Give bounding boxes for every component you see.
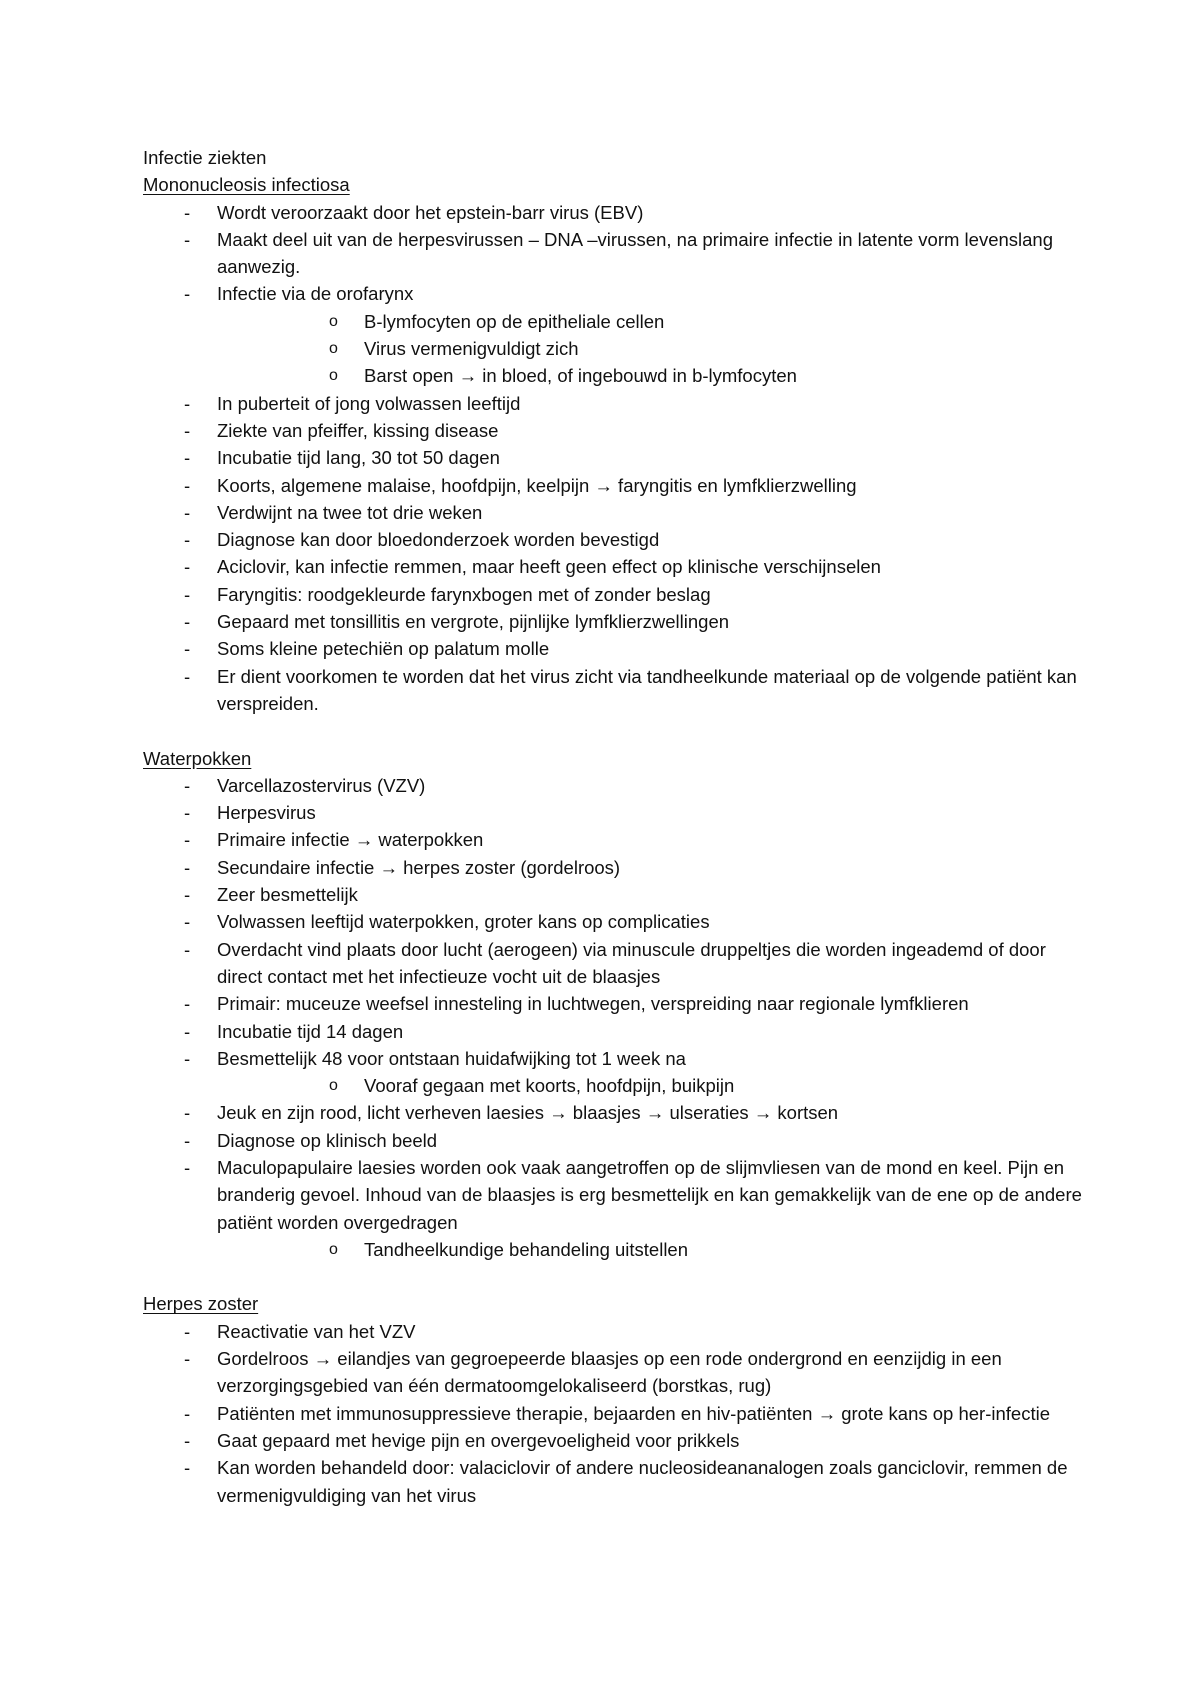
list-item	[143, 772, 1083, 799]
list-item	[143, 1045, 1083, 1100]
list-item	[143, 1400, 1083, 1427]
list-item-text: Zeer besmettelijk	[217, 884, 358, 906]
list-item-text: Gordelroos → eilandjes van gegroepeerde blaasjes op een rode ondergrond en eenzijdig in een verzorgingsgebied van één dermatoomgelokaliseerd (borstkas, rug)	[217, 1348, 1002, 1397]
list-item-text: Er dient voorkomen te worden dat het virus zicht via tandheelkunde materiaal op de volgende patiënt kan verspreiden.	[217, 665, 1077, 714]
list-item-text: Gaat gepaard met hevige pijn en overgevoeligheid voor prikkels	[217, 1429, 740, 1451]
list-item-text: Besmettelijk 48 voor ontstaan huidafwijking tot 1 week na	[217, 1047, 686, 1069]
sub-list-item	[217, 1072, 1083, 1099]
list-item	[143, 1154, 1083, 1263]
list-item-text: Herpesvirus	[217, 802, 316, 824]
sub-list-item-text: Barst open → in bloed, of ingebouwd in b-lymfocyten	[364, 365, 797, 387]
document-title: Infectie ziekten	[143, 147, 267, 168]
bullet-list	[143, 199, 1083, 718]
list-item-text: Infectie via de orofarynx	[217, 283, 414, 305]
sub-bullet-list	[217, 1236, 1083, 1263]
list-item-text: Patiënten met immunosuppressieve therapie, bejaarden en hiv-patiënten → grote kans op her-infectie	[217, 1402, 1050, 1424]
section	[143, 1290, 1083, 1508]
list-item	[143, 608, 1083, 635]
section-heading: Mononucleosis infectiosa	[143, 174, 350, 196]
list-item-text: Incubatie tijd 14 dagen	[217, 1020, 404, 1042]
list-item	[143, 499, 1083, 526]
list-item	[143, 1127, 1083, 1154]
sub-list-item-text: Tandheelkundige behandeling uitstellen	[364, 1238, 689, 1260]
list-item-text: Maakt deel uit van de herpesvirussen – DNA –virussen, na primaire infectie in latente vorm levenslang aanwezig.	[217, 228, 1054, 278]
list-item	[143, 1454, 1083, 1509]
list-item	[143, 1318, 1083, 1345]
list-item	[143, 635, 1083, 662]
bullet-list	[143, 772, 1083, 1263]
list-item-text: Faryngitis: roodgekleurde farynxbogen met of zonder beslag	[217, 583, 711, 605]
list-item	[143, 1018, 1083, 1045]
list-item-text: Primair: muceuze weefsel innesteling in luchtwegen, verspreiding naar regionale lymfklieren	[217, 993, 969, 1015]
section	[143, 171, 1083, 717]
sub-bullet-list	[217, 308, 1083, 390]
list-item-text: Koorts, algemene malaise, hoofdpijn, keelpijn → faryngitis en lymfklierzwelling	[217, 474, 857, 496]
sub-bullet-list	[217, 1072, 1083, 1099]
list-item-text: Verdwijnt na twee tot drie weken	[217, 501, 483, 523]
list-item	[143, 1427, 1083, 1454]
list-item	[143, 581, 1083, 608]
list-item-text: Maculopapulaire laesies worden ook vaak aangetroffen op de slijmvliesen van de mond en keel. Pijn en branderig gevoel. Inhoud van de blaasjes is erg besmettelijk en kan gemakkelijk van de ene op de andere patiënt worden overgedragen	[217, 1156, 1082, 1233]
bullet-list	[143, 1318, 1083, 1509]
sub-list-item-text: B-lymfocyten op de epitheliale cellen	[364, 310, 665, 332]
list-item	[143, 444, 1083, 471]
list-item	[143, 226, 1083, 281]
list-item-text: Soms kleine petechiën op palatum molle	[217, 638, 550, 660]
list-item-text: Primaire infectie → waterpokken	[217, 829, 484, 851]
document-page	[143, 144, 1083, 1509]
sub-list-item	[217, 1236, 1083, 1263]
list-item	[143, 390, 1083, 417]
list-item-text: Varcellazostervirus (VZV)	[217, 774, 426, 796]
list-item-text: Overdacht vind plaats door lucht (aerogeen) via minuscule druppeltjes die worden ingeademd of door direct contact met het infectieuze vocht uit de blaasjes	[217, 938, 1046, 987]
list-item-text: Jeuk en zijn rood, licht verheven laesies → blaasjes → ulseraties → kortsen	[217, 1102, 839, 1124]
list-item-text: Ziekte van pfeiffer, kissing disease	[217, 419, 499, 441]
list-item	[143, 280, 1083, 389]
list-item	[143, 854, 1083, 881]
list-item-text: Reactivatie van het VZV	[217, 1320, 416, 1342]
list-item	[143, 881, 1083, 908]
sub-list-item	[217, 362, 1083, 389]
sub-list-item-text: Virus vermenigvuldigt zich	[364, 338, 579, 360]
list-item	[143, 1099, 1083, 1126]
list-item-text: Secundaire infectie → herpes zoster (gordelroos)	[217, 856, 621, 878]
list-item	[143, 472, 1083, 499]
list-item-text: In puberteit of jong volwassen leeftijd	[217, 392, 521, 414]
list-item	[143, 799, 1083, 826]
list-item	[143, 526, 1083, 553]
section-heading: Waterpokken	[143, 747, 252, 769]
list-item	[143, 990, 1083, 1017]
list-item-text: Gepaard met tonsillitis en vergrote, pijnlijke lymfklierzwellingen	[217, 611, 730, 633]
list-item-text: Aciclovir, kan infectie remmen, maar heeft geen effect op klinische verschijnselen	[217, 556, 881, 578]
sub-list-item	[217, 335, 1083, 362]
list-item	[143, 826, 1083, 853]
list-item-text: Volwassen leeftijd waterpokken, groter kans op complicaties	[217, 911, 710, 933]
list-item-text: Diagnose kan door bloedonderzoek worden bevestigd	[217, 529, 660, 551]
list-item-text: Wordt veroorzaakt door het epstein-barr virus (EBV)	[217, 201, 644, 223]
section-heading: Herpes zoster	[143, 1293, 259, 1315]
sub-list-item-text: Vooraf gegaan met koorts, hoofdpijn, buikpijn	[364, 1075, 735, 1097]
sub-list-item	[217, 308, 1083, 335]
list-item-text: Incubatie tijd lang, 30 tot 50 dagen	[217, 447, 500, 469]
list-item	[143, 936, 1083, 991]
list-item	[143, 908, 1083, 935]
section	[143, 745, 1083, 1264]
list-item	[143, 199, 1083, 226]
list-item	[143, 1345, 1083, 1400]
list-item-text: Kan worden behandeld door: valaciclovir of andere nucleosideananalogen zoals ganciclovir, remmen de vermenigvuldiging van het virus	[217, 1457, 1068, 1506]
list-item	[143, 417, 1083, 444]
list-item	[143, 553, 1083, 580]
list-item-text: Diagnose op klinisch beeld	[217, 1129, 438, 1151]
sections-container	[143, 171, 1083, 1509]
list-item	[143, 663, 1083, 718]
